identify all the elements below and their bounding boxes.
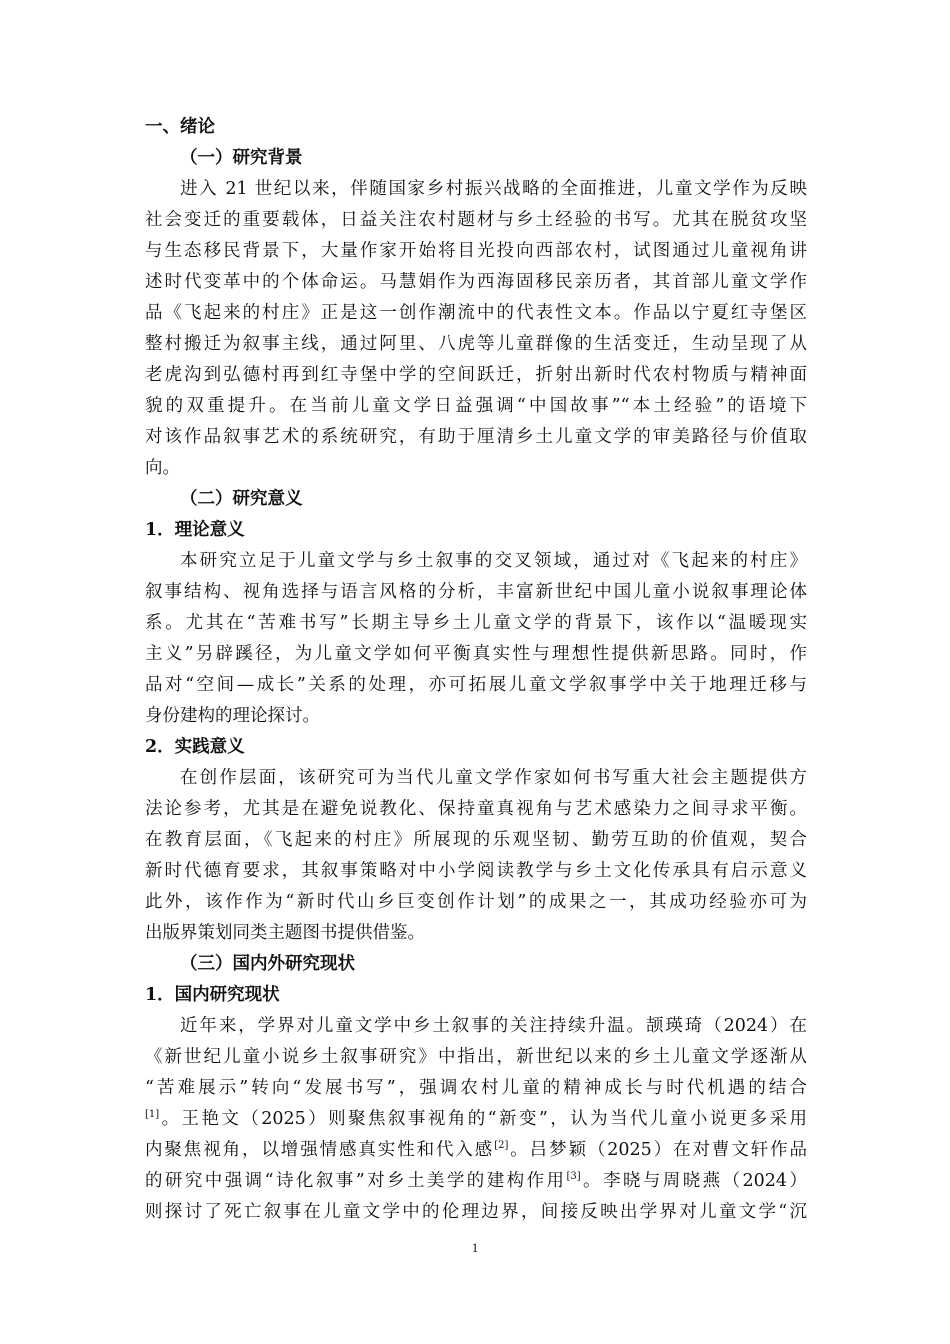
paragraph-text: 的研究中强调“诗化叙事”对乡土美学的建构作用	[145, 1171, 567, 1191]
heading-domestic-status: 1．国内研究现状	[145, 985, 280, 1005]
paragraph-text: 。王艳文（2025）则聚焦叙事视角的“新变”，认为当代儿童小说更多采用	[159, 1109, 807, 1129]
heading-theoretical-significance: 1．理论意义	[145, 520, 245, 540]
heading-research-background: （一）研究背景	[180, 148, 303, 168]
paragraph-line: “苦难展示”转向“发展书写”，强调农村儿童的精神成长与时代机遇的结合	[145, 1078, 807, 1098]
paragraph-line: 老虎沟到弘德村再到红寺堡中学的空间跃迁，折射出新时代农村物质与精神面	[145, 365, 807, 385]
paragraph-line: 整村搬迁为叙事主线，通过阿里、八虎等儿童群像的生活变迁，生动呈现了从	[145, 334, 807, 354]
paragraph-line: 貌的双重提升。在当前儿童文学日益强调“中国故事”“本土经验”的语境下	[145, 396, 807, 416]
paragraph-line: 在创作层面，该研究可为当代儿童文学作家如何书写重大社会主题提供方	[180, 768, 807, 788]
paragraph-line: 对该作品叙事艺术的系统研究，有助于厘清乡土儿童文学的审美路径与价值取	[145, 427, 807, 447]
paragraph-background	[145, 174, 807, 484]
paragraph-line: 出版界策划同类主题图书提供借鉴。	[145, 923, 425, 943]
paragraph-line: 品《飞起来的村庄》正是这一创作潮流中的代表性文本。作品以宁夏红寺堡区	[145, 303, 807, 323]
heading-research-status: （三）国内外研究现状	[180, 954, 355, 974]
paragraph-line: 此外，该作作为“新时代山乡巨变创作计划”的成果之一，其成功经验亦可为	[145, 892, 807, 912]
paragraph-line: 与生态移民背景下，大量作家开始将目光投向西部农村，试图通过儿童视角讲	[145, 241, 807, 261]
paragraph-line: 向。	[145, 458, 180, 478]
paragraph-line: 主义”另辟蹊径，为儿童文学如何平衡真实性与理想性提供新思路。同时，作	[145, 644, 807, 664]
paragraph-line: 近年来，学界对儿童文学中乡土叙事的关注持续升温。颉瑛琦（2024）在	[180, 1016, 807, 1036]
citation-ref: [3]	[566, 1171, 581, 1182]
citation-ref: [1]	[145, 1109, 160, 1120]
paragraph-line: 社会变迁的重要载体，日益关注农村题材与乡土经验的书写。尤其在脱贫攻坚	[145, 210, 807, 230]
paragraph-theory	[145, 546, 807, 732]
paragraph-line: 法论参考，尤其是在避免说教化、保持童真视角与艺术感染力之间寻求平衡。	[145, 799, 807, 819]
paragraph-line: 身份建构的理论探讨。	[145, 706, 320, 726]
heading-practical-significance: 2．实践意义	[145, 737, 245, 757]
paragraph-line: 在教育层面，《飞起来的村庄》所展现的乐观坚韧、勤劳互助的价值观，契合	[145, 830, 807, 850]
paragraph-line: 叙事结构、视角选择与语言风格的分析，丰富新世纪中国儿童小说叙事理论体	[145, 582, 807, 602]
paragraph-line: 品对“空间—成长”关系的处理，亦可拓展儿童文学叙事学中关于地理迁移与	[145, 675, 807, 695]
paragraph-line: 系。尤其在“苦难书写”长期主导乡土儿童文学的背景下，该作以“温暖现实	[145, 613, 807, 633]
paragraph-line	[145, 1104, 807, 1135]
paragraph-text: 内聚焦视角，以增强情感真实性和代入感	[145, 1140, 495, 1160]
paragraph-text: 。吕梦颖（2025）在对曹文轩作品	[508, 1140, 808, 1160]
paragraph-line: 本研究立足于儿童文学与乡土叙事的交叉领域，通过对《飞起来的村庄》	[180, 551, 807, 571]
paragraph-line: 《新世纪儿童小说乡土叙事研究》中指出，新世纪以来的乡土儿童文学逐渐从	[145, 1047, 807, 1067]
paragraph-line: 则探讨了死亡叙事在儿童文学中的伦理边界，间接反映出学界对儿童文学“沉	[145, 1202, 807, 1222]
paragraph-practice	[145, 763, 807, 949]
document-body	[145, 112, 807, 1228]
paragraph-line	[145, 1135, 807, 1166]
heading-research-significance: （二）研究意义	[180, 489, 303, 509]
paragraph-line	[145, 1166, 807, 1197]
paragraph-line: 进入 21 世纪以来，伴随国家乡村振兴战略的全面推进，儿童文学作为反映	[180, 179, 807, 199]
paragraph-line: 述时代变革中的个体命运。马慧娟作为西海固移民亲历者，其首部儿童文学作	[145, 272, 807, 292]
heading-introduction: 一、绪论	[145, 117, 215, 137]
paragraph-text: 。李晓与周晓燕（2024）	[580, 1171, 807, 1191]
citation-ref: [2]	[494, 1140, 509, 1151]
page-number: 1	[471, 1240, 479, 1255]
paragraph-domestic	[145, 1011, 807, 1228]
paragraph-line: 新时代德育要求，其叙事策略对中小学阅读教学与乡土文化传承具有启示意义	[145, 861, 807, 881]
